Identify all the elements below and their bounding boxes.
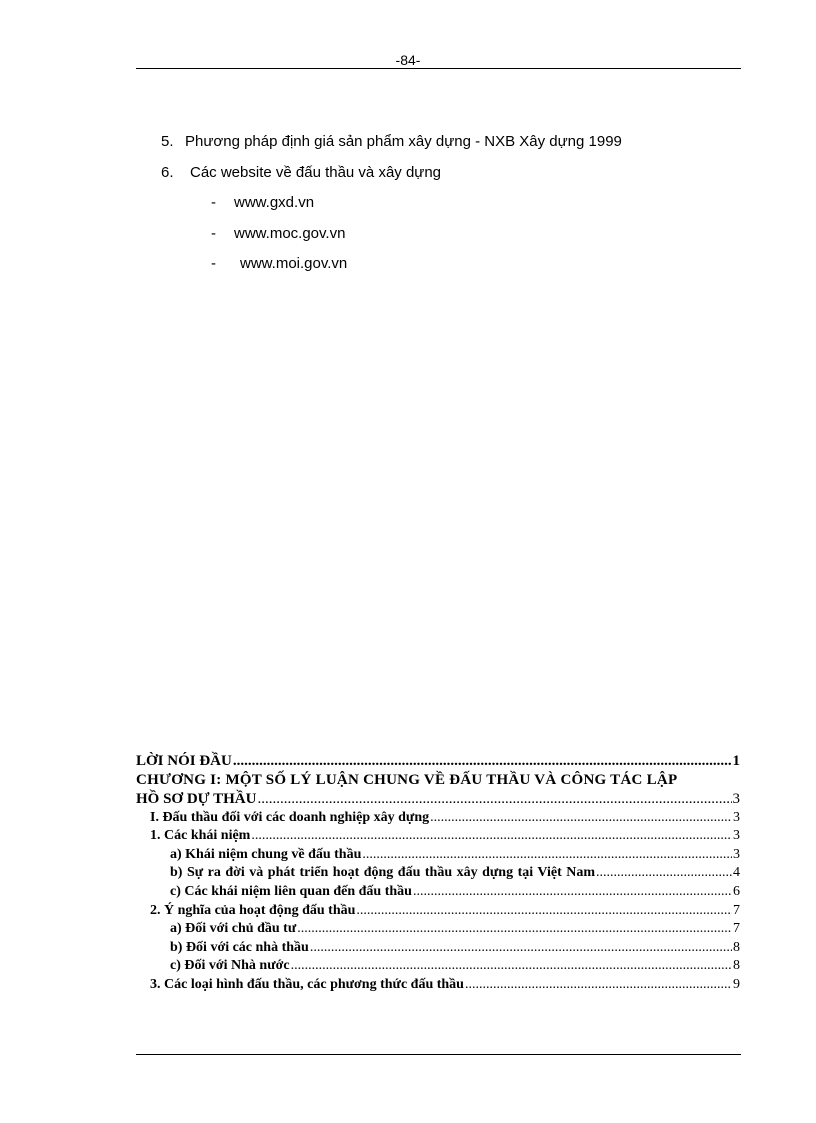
- toc-page: 1: [732, 753, 740, 769]
- toc-page: 8: [733, 940, 740, 955]
- toc-page: 7: [733, 903, 740, 918]
- toc-row: [150, 902, 740, 920]
- toc-page: 4: [733, 865, 740, 880]
- toc-row: [170, 920, 740, 938]
- website-text: www.moi.gov.vn: [240, 255, 348, 272]
- toc-leader: [233, 752, 732, 770]
- toc-leader: [251, 827, 732, 845]
- page-number: -84-: [395, 52, 421, 68]
- toc-label: HỒ SƠ DỰ THẦU: [136, 791, 257, 807]
- website-text: www.moc.gov.vn: [234, 225, 346, 242]
- toc-leader: [596, 864, 732, 882]
- toc-label: 1. Các khái niệm: [150, 828, 251, 843]
- toc-page: 8: [733, 958, 740, 973]
- footer-rule: [136, 1054, 741, 1055]
- toc-leader: [413, 883, 732, 901]
- toc-row: [170, 846, 740, 864]
- header-rule: [136, 68, 741, 69]
- reference-number: 6.: [161, 164, 174, 181]
- toc-label: b) Sự ra đời và phát triển hoạt động đấu thầu xây dựng tại Việt Nam: [170, 865, 596, 880]
- toc-leader: [362, 846, 732, 864]
- toc-row: [136, 752, 740, 770]
- website-dash: -: [211, 225, 216, 242]
- toc-leader: [297, 920, 732, 938]
- toc-leader: [257, 790, 731, 808]
- website-dash: -: [211, 194, 216, 211]
- toc-page: 6: [733, 884, 740, 899]
- toc-label: 3. Các loại hình đấu thầu, các phương thức đấu thầu: [150, 977, 464, 992]
- toc-page: 3: [733, 810, 740, 825]
- toc-leader: [465, 976, 732, 994]
- toc-page: 7: [733, 921, 740, 936]
- toc-row: [170, 939, 740, 957]
- toc-row: [136, 790, 740, 808]
- toc-row: [170, 957, 740, 975]
- toc-page: 3: [733, 828, 740, 843]
- toc-row: [150, 809, 740, 827]
- toc-row: [170, 864, 740, 882]
- toc-row: [136, 771, 740, 789]
- website-text: www.gxd.vn: [234, 194, 315, 211]
- toc-label: c) Đối với Nhà nước: [170, 958, 290, 973]
- toc-leader: [291, 957, 732, 975]
- toc-label: LỜI NÓI ĐẦU: [136, 753, 232, 769]
- reference-text: Phương pháp định giá sản phẩm xây dựng - NXB Xây dựng 1999: [185, 133, 622, 150]
- toc-page: 3: [732, 791, 740, 807]
- reference-text: Các website về đấu thầu và xây dựng: [190, 164, 442, 181]
- website-dash: -: [211, 255, 216, 272]
- toc-label: 2. Ý nghĩa của hoạt động đấu thầu: [150, 903, 356, 918]
- toc-label: a) Đối với chủ đầu tư: [170, 921, 297, 936]
- toc-label: a) Khái niệm chung về đấu thầu: [170, 847, 362, 862]
- toc-row: [170, 883, 740, 901]
- toc-page: 3: [733, 847, 740, 862]
- toc-row: [150, 827, 740, 845]
- toc-page: 9: [733, 977, 740, 992]
- toc-label: I. Đấu thầu đối với các doanh nghiệp xây dựng: [150, 810, 430, 825]
- toc-leader: [430, 809, 732, 827]
- toc-leader: [310, 939, 732, 957]
- toc-leader: [356, 902, 732, 920]
- toc-row: [150, 976, 740, 994]
- toc-label: c) Các khái niệm liên quan đến đấu thầu: [170, 884, 412, 899]
- toc-label: b) Đối với các nhà thầu: [170, 940, 309, 955]
- toc-label: CHƯƠNG I: MỘT SỐ LÝ LUẬN CHUNG VỀ ĐẤU THẦU VÀ CÔNG TÁC LẬP: [136, 772, 678, 788]
- reference-number: 5.: [161, 133, 174, 150]
